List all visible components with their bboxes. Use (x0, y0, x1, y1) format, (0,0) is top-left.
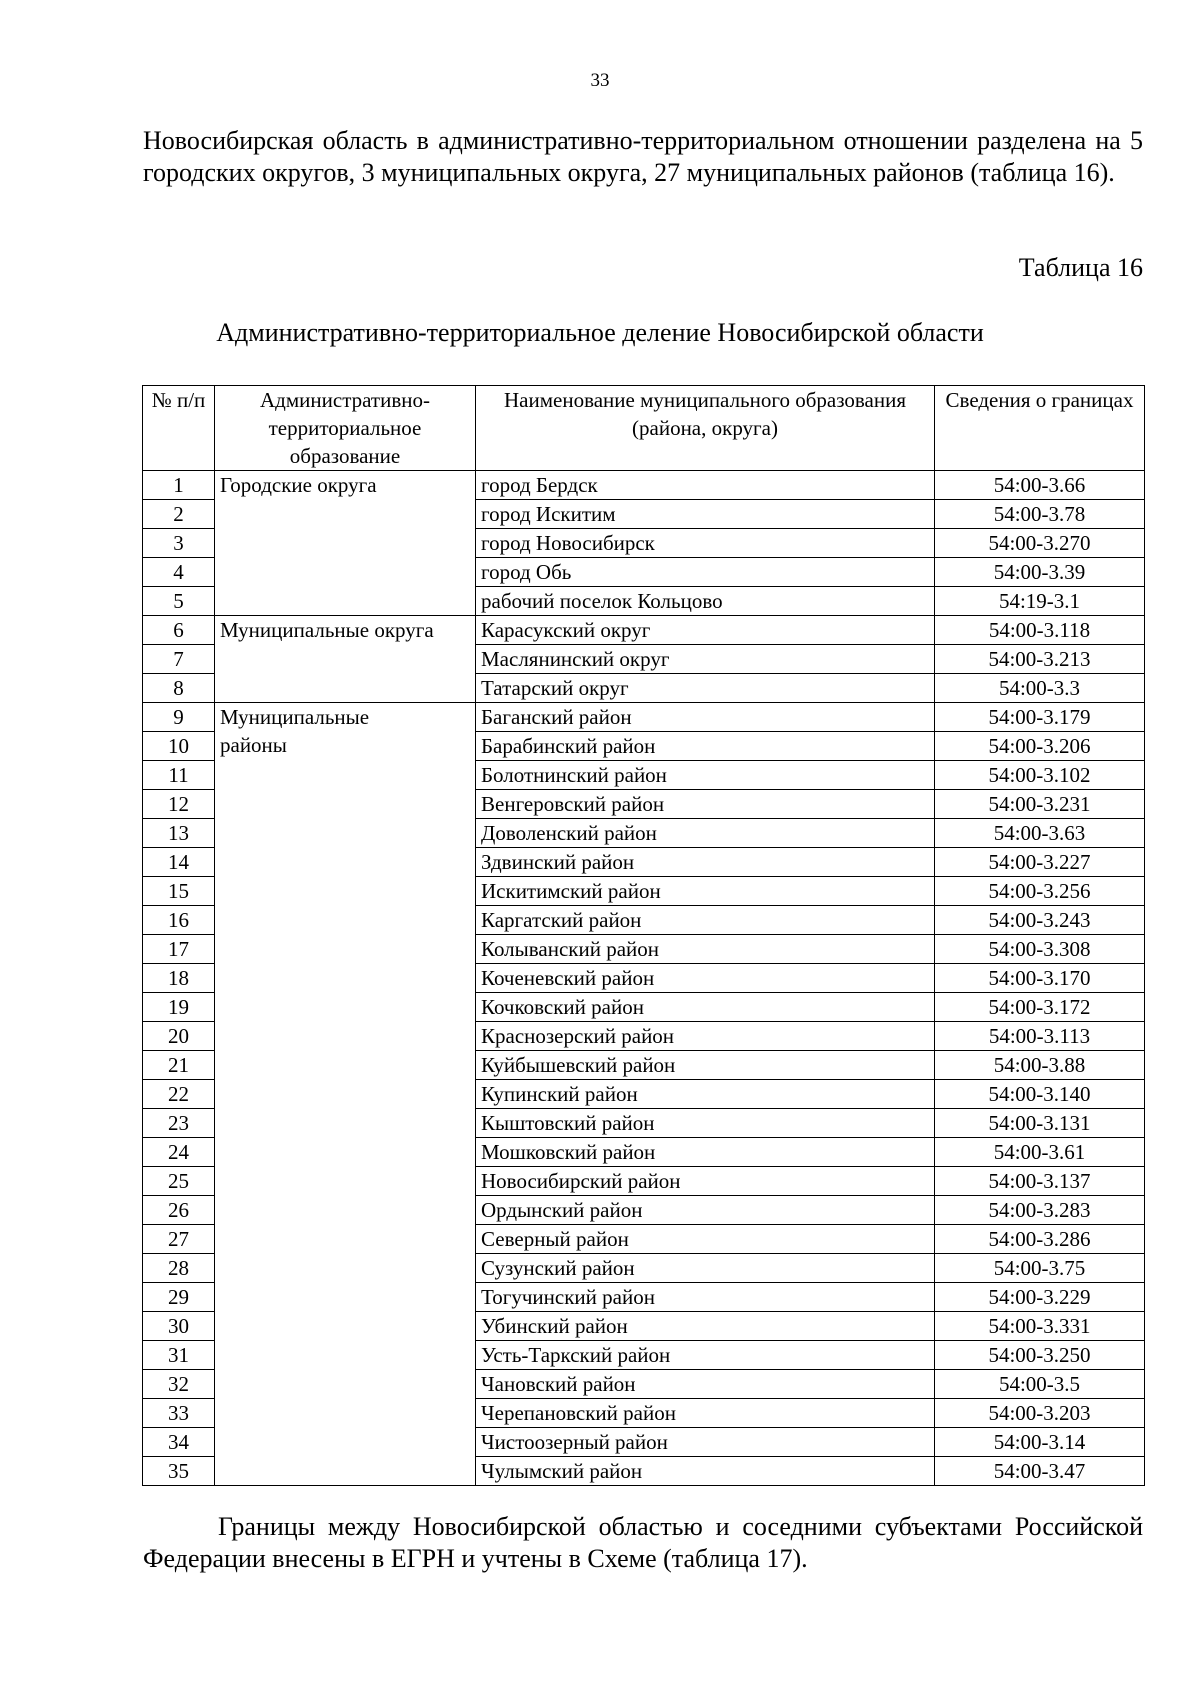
boundary-info: 54:00-3.206 (935, 732, 1145, 761)
municipality-name: Венгеровский район (476, 790, 935, 819)
row-number: 29 (143, 1283, 215, 1312)
boundary-info: 54:00-3.172 (935, 993, 1145, 1022)
boundary-info: 54:00-3.88 (935, 1051, 1145, 1080)
boundary-info: 54:00-3.47 (935, 1457, 1145, 1486)
municipality-name: Купинский район (476, 1080, 935, 1109)
municipality-name: Усть-Таркский район (476, 1341, 935, 1370)
municipality-name: Тогучинский район (476, 1283, 935, 1312)
boundary-info: 54:00-3.227 (935, 848, 1145, 877)
row-number: 18 (143, 964, 215, 993)
municipality-name: город Искитим (476, 500, 935, 529)
boundary-info: 54:00-3.14 (935, 1428, 1145, 1457)
row-number: 32 (143, 1370, 215, 1399)
municipality-name: рабочий поселок Кольцово (476, 587, 935, 616)
row-number: 23 (143, 1109, 215, 1138)
row-number: 31 (143, 1341, 215, 1370)
boundary-info: 54:00-3.39 (935, 558, 1145, 587)
municipality-name: город Бердск (476, 471, 935, 500)
municipality-name: Барабинский район (476, 732, 935, 761)
intro-paragraph: Новосибирская область в административно-территориальном отношении разделена на 5 городских округов, 3 муниципальных округа, 27 муниципальных районов (таблица 16). (143, 126, 1143, 187)
row-number: 34 (143, 1428, 215, 1457)
admin-division-table (142, 385, 1145, 1486)
boundary-info: 54:00-3.308 (935, 935, 1145, 964)
row-number: 30 (143, 1312, 215, 1341)
boundary-info: 54:00-3.231 (935, 790, 1145, 819)
boundary-info: 54:00-3.243 (935, 906, 1145, 935)
boundary-info: 54:00-3.213 (935, 645, 1145, 674)
row-number: 12 (143, 790, 215, 819)
row-number: 9 (143, 703, 215, 732)
municipality-name: город Обь (476, 558, 935, 587)
boundary-info: 54:00-3.250 (935, 1341, 1145, 1370)
municipality-name: Кочковский район (476, 993, 935, 1022)
table-row (143, 616, 1145, 645)
boundary-info: 54:00-3.137 (935, 1167, 1145, 1196)
row-number: 28 (143, 1254, 215, 1283)
admin-unit-type: Муниципальные округа (215, 616, 476, 703)
municipality-name: Ордынский район (476, 1196, 935, 1225)
boundary-info: 54:00-3.102 (935, 761, 1145, 790)
municipality-name: Искитимский район (476, 877, 935, 906)
municipality-name: Доволенский район (476, 819, 935, 848)
row-number: 19 (143, 993, 215, 1022)
page-number: 33 (590, 70, 610, 91)
boundary-info: 54:00-3.63 (935, 819, 1145, 848)
table-caption: Таблица 16 (1018, 253, 1143, 282)
header-name: Наименование муниципального образования (района, округа) (476, 386, 935, 471)
row-number: 27 (143, 1225, 215, 1254)
boundary-info: 54:00-3.75 (935, 1254, 1145, 1283)
municipality-name: Чулымский район (476, 1457, 935, 1486)
municipality-name: Чистоозерный район (476, 1428, 935, 1457)
row-number: 2 (143, 500, 215, 529)
boundary-info: 54:00-3.66 (935, 471, 1145, 500)
header-boundary: Сведения о границах (935, 386, 1145, 471)
boundary-info: 54:00-3.270 (935, 529, 1145, 558)
table-body (143, 471, 1145, 1486)
row-number: 3 (143, 529, 215, 558)
municipality-name: Черепановский район (476, 1399, 935, 1428)
municipality-name: Кыштовский район (476, 1109, 935, 1138)
row-number: 13 (143, 819, 215, 848)
row-number: 7 (143, 645, 215, 674)
boundary-info: 54:00-3.113 (935, 1022, 1145, 1051)
municipality-name: Убинский район (476, 1312, 935, 1341)
row-number: 1 (143, 471, 215, 500)
row-number: 20 (143, 1022, 215, 1051)
boundary-info: 54:00-3.256 (935, 877, 1145, 906)
municipality-name: Краснозерский район (476, 1022, 935, 1051)
boundary-info: 54:19-3.1 (935, 587, 1145, 616)
admin-unit-type: Городские округа (215, 471, 476, 616)
row-number: 33 (143, 1399, 215, 1428)
row-number: 22 (143, 1080, 215, 1109)
row-number: 14 (143, 848, 215, 877)
row-number: 15 (143, 877, 215, 906)
boundary-info: 54:00-3.3 (935, 674, 1145, 703)
row-number: 5 (143, 587, 215, 616)
boundary-info: 54:00-3.61 (935, 1138, 1145, 1167)
boundary-info: 54:00-3.286 (935, 1225, 1145, 1254)
header-unit: Административно-территориальное образование (215, 386, 476, 471)
municipality-name: Новосибирский район (476, 1167, 935, 1196)
boundary-info: 54:00-3.118 (935, 616, 1145, 645)
municipality-name: Колыванский район (476, 935, 935, 964)
row-number: 17 (143, 935, 215, 964)
row-number: 21 (143, 1051, 215, 1080)
municipality-name: Чановский район (476, 1370, 935, 1399)
boundary-info: 54:00-3.140 (935, 1080, 1145, 1109)
table-header-row (143, 386, 1145, 471)
municipality-name: Коченевский район (476, 964, 935, 993)
boundary-info: 54:00-3.179 (935, 703, 1145, 732)
boundary-info: 54:00-3.78 (935, 500, 1145, 529)
table-row (143, 703, 1145, 732)
municipality-name: Болотнинский район (476, 761, 935, 790)
boundary-info: 54:00-3.5 (935, 1370, 1145, 1399)
municipality-name: Каргатский район (476, 906, 935, 935)
municipality-name: Татарский округ (476, 674, 935, 703)
boundary-info: 54:00-3.203 (935, 1399, 1145, 1428)
municipality-name: Сузунский район (476, 1254, 935, 1283)
row-number: 8 (143, 674, 215, 703)
row-number: 26 (143, 1196, 215, 1225)
municipality-name: Мошковский район (476, 1138, 935, 1167)
row-number: 25 (143, 1167, 215, 1196)
municipality-name: город Новосибирск (476, 529, 935, 558)
boundary-info: 54:00-3.283 (935, 1196, 1145, 1225)
row-number: 11 (143, 761, 215, 790)
municipality-name: Маслянинский округ (476, 645, 935, 674)
row-number: 10 (143, 732, 215, 761)
municipality-name: Куйбышевский район (476, 1051, 935, 1080)
row-number: 24 (143, 1138, 215, 1167)
municipality-name: Карасукский округ (476, 616, 935, 645)
row-number: 6 (143, 616, 215, 645)
table-title: Административно-территориальное деление Новосибирской области (216, 318, 984, 347)
closing-paragraph: Границы между Новосибирской областью и соседними субъектами Российской Федерации внесены в ЕГРН и учтены в Схеме (таблица 17). (143, 1512, 1143, 1573)
table-row (143, 471, 1145, 500)
boundary-info: 54:00-3.170 (935, 964, 1145, 993)
municipality-name: Баганский район (476, 703, 935, 732)
boundary-info: 54:00-3.331 (935, 1312, 1145, 1341)
row-number: 16 (143, 906, 215, 935)
row-number: 4 (143, 558, 215, 587)
municipality-name: Северный район (476, 1225, 935, 1254)
boundary-info: 54:00-3.229 (935, 1283, 1145, 1312)
municipality-name: Здвинский район (476, 848, 935, 877)
row-number: 35 (143, 1457, 215, 1486)
header-num: № п/п (143, 386, 215, 471)
boundary-info: 54:00-3.131 (935, 1109, 1145, 1138)
admin-unit-type: Муниципальные районы (215, 703, 476, 1486)
